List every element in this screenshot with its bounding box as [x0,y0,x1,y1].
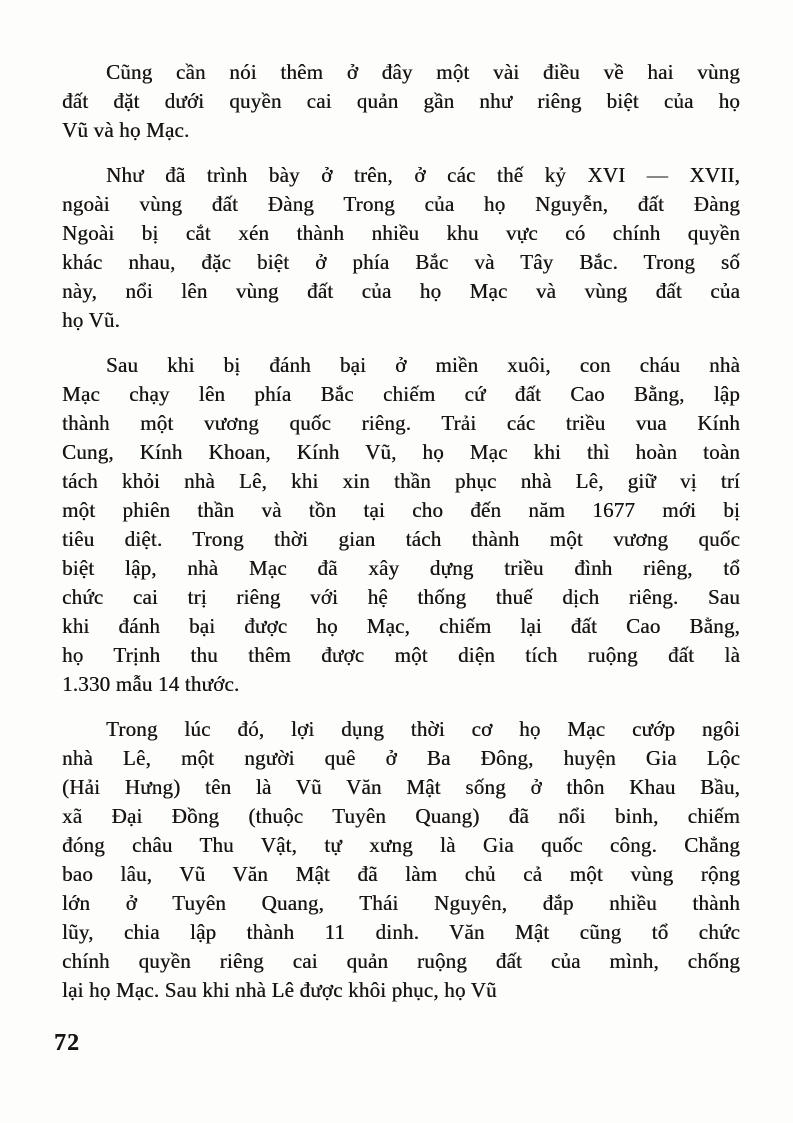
text-line: Vũ và họ Mạc. [62,118,190,142]
text-line: Trong lúc đó, lợi dụng thời cơ họ Mạc cướp ngôi [106,717,740,741]
text-line: Cũng cần nói thêm ở đây một vài điều về hai vùng [106,60,740,84]
text-line: xã Đại Đồng (thuộc Tuyên Quang) đã nổi binh, chiếm [62,804,740,828]
text-line: chính quyền riêng cai quản ruộng đất của mình, chống [62,949,740,973]
text-line: họ Vũ. [62,308,120,332]
text-line: lớn ở Tuyên Quang, Thái Nguyên, đắp nhiều thành [62,891,740,915]
text-line: 1.330 mẫu 14 thước. [62,672,240,696]
text-line: (Hải Hưng) tên là Vũ Văn Mật sống ở thôn Khau Bầu, [62,775,740,799]
text-line: thành một vương quốc riêng. Trải các triều vua Kính [62,411,740,435]
text-line: này, nổi lên vùng đất của họ Mạc và vùng đất của [62,279,740,303]
text-line: Sau khi bị đánh bại ở miền xuôi, con cháu nhà [106,353,740,377]
paragraph [62,715,740,1005]
text-line: bao lâu, Vũ Văn Mật đã làm chủ cả một vùng rộng [62,862,740,886]
text-line: Mạc chạy lên phía Bắc chiếm cứ đất Cao Bằng, lập [62,382,740,406]
text-line: Như đã trình bày ở trên, ở các thế kỷ XVI — XVII, [106,163,740,187]
page-number: 72 [54,1030,80,1056]
text-line: ngoài vùng đất Đàng Trong của họ Nguyễn, đất Đàng [62,192,740,216]
text-line: chức cai trị riêng với hệ thống thuế dịch riêng. Sau [62,585,740,609]
page-text-block [62,58,740,1005]
text-line: lại họ Mạc. Sau khi nhà Lê được khôi phục, họ Vũ [62,978,497,1002]
text-line: biệt lập, nhà Mạc đã xây dựng triều đình riêng, tổ [62,556,740,580]
text-line: Cung, Kính Khoan, Kính Vũ, họ Mạc khi thì hoàn toàn [62,440,740,464]
text-line: tách khỏi nhà Lê, khi xin thần phục nhà Lê, giữ vị trí [62,469,740,493]
text-line: một phiên thần và tồn tại cho đến năm 1677 mới bị [62,498,740,522]
text-line: lũy, chia lập thành 11 dinh. Văn Mật cũng tổ chức [62,920,740,944]
text-line: tiêu diệt. Trong thời gian tách thành một vương quốc [62,527,740,551]
text-line: khi đánh bại được họ Mạc, chiếm lại đất Cao Bằng, [62,614,740,638]
paragraph [62,58,740,145]
paragraph [62,351,740,699]
text-line: Ngoài bị cắt xén thành nhiều khu vực có chính quyền [62,221,740,245]
text-line: khác nhau, đặc biệt ở phía Bắc và Tây Bắc. Trong số [62,250,740,274]
text-line: đóng châu Thu Vật, tự xưng là Gia quốc công. Chẳng [62,833,740,857]
text-line: đất đặt dưới quyền cai quản gần như riêng biệt của họ [62,89,740,113]
text-line: nhà Lê, một người quê ở Ba Đông, huyện Gia Lộc [62,746,740,770]
paragraph [62,161,740,335]
text-line: họ Trịnh thu thêm được một diện tích ruộng đất là [62,643,740,667]
